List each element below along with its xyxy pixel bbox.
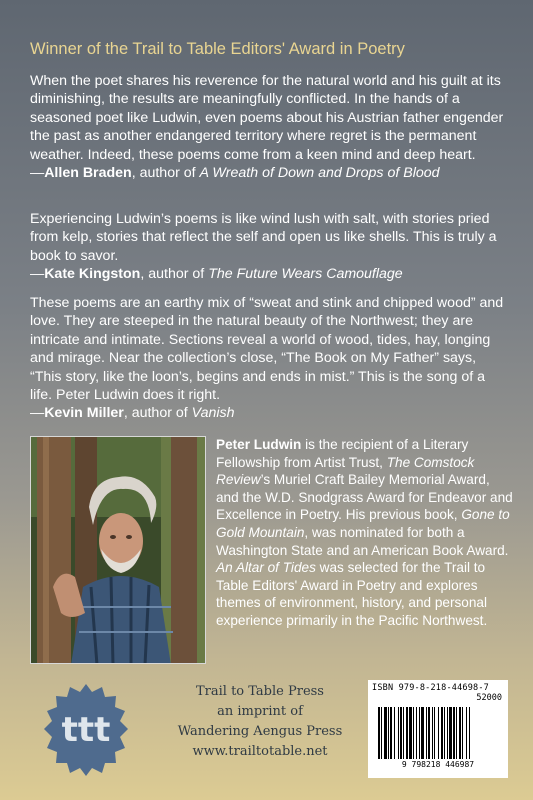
award-heading: Winner of the Trail to Table Editors' Award in Poetry — [30, 40, 405, 58]
bio-text: was selected for the Trail to Table Editors' Award in Poetry and explores themes of environment, history, and personal experience primarily in the Pacific Northwest. — [216, 560, 488, 628]
press-website: www.trailtotable.net — [192, 744, 328, 759]
bio-author-name: Peter Ludwin — [216, 437, 302, 452]
bio-text: is the recipient of a Literary Fellowship from Artist Trust, — [216, 437, 469, 470]
attribution-dash: — — [30, 165, 45, 182]
blurb-book-title: The Future Wears Camouflage — [208, 266, 403, 283]
bio-italic-title: Gone to Gold Mountain — [216, 507, 510, 540]
attribution-dash: — — [30, 405, 45, 422]
blurb-book-title: Vanish — [191, 405, 235, 422]
publisher-info — [170, 682, 350, 762]
press-parent: Wandering Aengus Press — [177, 724, 343, 739]
press-imprint-note: an imprint of — [217, 704, 303, 719]
blurb-text: These poems are an earthy mix of “sweat and stink and chipped wood” and love. They are steeped in the natural beauty of the Northwest; they are intricate and intimate. Sections reveal a world of wood, tides, hay, longing and mirage. Near the collection’s close, “The Book on My Father” says, “This story, like the loon’s, begins and ends in mist.” This is the song of a life. Peter Ludwin does it right. — [30, 295, 504, 404]
blurb-text: Experiencing Ludwin’s poems is like wind lush with salt, with stories pried from kelp, stories that reflect the self and open us like shells. This is truly a book to savor. — [30, 211, 497, 264]
blurb-book-title: A Wreath of Down and Drops of Blood — [199, 165, 440, 182]
blurb-author: Kate Kingston — [44, 266, 141, 283]
author-photo — [30, 436, 206, 664]
bio-italic-title: The Comstock Review — [216, 454, 475, 488]
blurb-miller — [30, 294, 510, 423]
bio-text: , was nominated for both a Washington State and an American Book Award. — [216, 524, 509, 558]
press-name: Trail to Table Press — [196, 684, 324, 699]
blurb-attribution — [30, 404, 510, 422]
isbn-barcode — [368, 680, 508, 778]
author-bio — [216, 436, 516, 630]
isbn-label: ISBN 979-8-218-44698-7 — [372, 683, 489, 693]
attribution-connector: , author of — [131, 165, 200, 182]
blurb-braden — [30, 72, 510, 182]
blurb-attribution — [30, 265, 510, 283]
blurb-kingston — [30, 210, 510, 284]
blurb-attribution — [30, 164, 510, 182]
attribution-connector: , author of — [140, 266, 209, 283]
bio-text: ’s Muriel Craft Bailey Memorial Award, and the W.D. Snodgrass Award for Endeavor and Excellence in Poetry. His previous book, — [216, 472, 513, 523]
attribution-connector: , author of — [123, 405, 192, 422]
blurb-author: Kevin Miller — [44, 405, 124, 422]
attribution-dash: — — [30, 266, 45, 283]
logo-lettering: ttt — [61, 710, 111, 750]
price-code: 52000 — [476, 693, 502, 703]
barcode-number: 9 798218 446987 — [401, 760, 475, 769]
publisher-logo — [36, 680, 136, 780]
bio-italic-title: An Altar of Tides — [216, 560, 316, 576]
blurb-text: When the poet shares his reverence for the natural world and his guilt at its diminishing, the results are meaningfully conflicted. In the hands of a seasoned poet like Ludwin, even poems about his Austrian father engender the past as another endangered territory where regret is the permanent weather. Indeed, these poems come from a keen mind and deep heart. — [30, 73, 504, 163]
blurb-author: Allen Braden — [44, 165, 132, 182]
